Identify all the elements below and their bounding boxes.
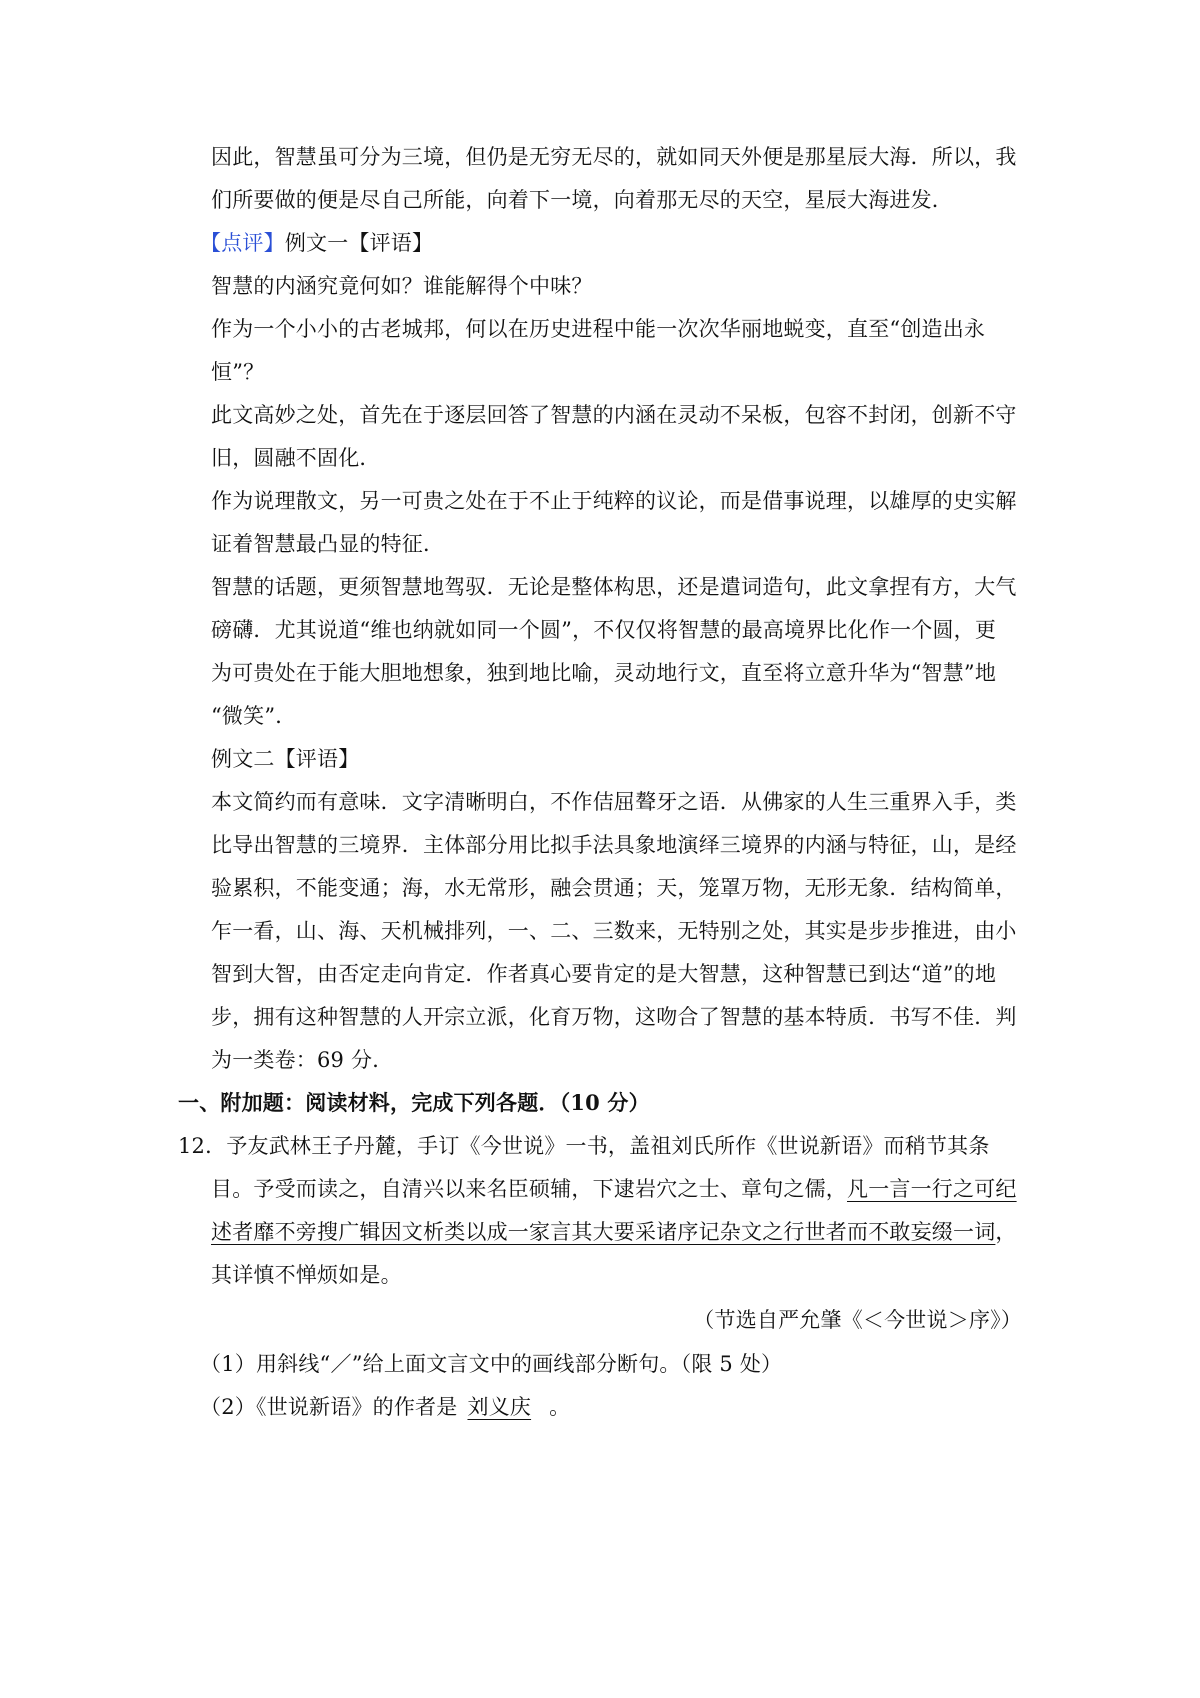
section-heading: 一、附加题：阅读材料，完成下列各题．（10 分） xyxy=(178,1090,650,1115)
essay-line: 因此，智慧虽可分为三境，但仍是无穷无尽的，就如同天外便是那星辰大海．所以，我 xyxy=(211,145,1017,169)
passage-text: ， xyxy=(995,1220,1017,1244)
subquestion-2-suffix: 。 xyxy=(549,1395,571,1419)
subquestion-2-prefix: （2）《世说新语》的作者是 xyxy=(200,1395,458,1419)
example1-heading: 例文一【评语】 xyxy=(284,231,434,255)
example2-heading: 例文二【评语】 xyxy=(211,747,360,771)
comment-line: 比导出智慧的三境界．主体部分用比拟手法具象地演绎三境界的内涵与特征，山，是经 xyxy=(211,833,1017,857)
comment-line: 磅礴．尤其说道“维也纳就如同一个圆”，不仅仅将智慧的最高境界比化作一个圆，更 xyxy=(211,618,997,642)
comment-tag: 【点评】 xyxy=(200,231,285,255)
question-number: 12． xyxy=(178,1134,227,1158)
comment-line: 旧，圆融不固化． xyxy=(211,446,381,470)
comment-line: 为可贵处在于能大胆地想象，独到地比喻，灵动地行文，直至将立意升华为“智慧”地 xyxy=(211,661,997,685)
comment-line: 智到大智，由否定走向肯定．作者真心要肯定的是大智慧，这种智慧已到达“道”的地 xyxy=(211,962,997,986)
passage-line xyxy=(211,1217,1017,1247)
essay-line: 们所要做的便是尽自己所能，向着下一境，向着那无尽的天空，星辰大海进发． xyxy=(211,188,953,212)
comment-line: 乍一看，山、海、天机械排列，一、二、三数来，无特别之处，其实是步步推进，由小 xyxy=(211,919,1017,943)
comment-line: 作为一个小小的古老城邦，何以在历史进程中能一次次华丽地蜕变，直至“创造出永 xyxy=(211,317,986,341)
passage-line xyxy=(211,1174,1017,1204)
comment-line: 作为说理散文，另一可贵之处在于不止于纯粹的议论，而是借事说理，以雄厚的史实解 xyxy=(211,489,1017,513)
passage-text: 目。予受而读之，自清兴以来名臣硕辅，下逮岩穴之士、章句之儒， xyxy=(211,1177,847,1201)
comment-line: 证着智慧最凸显的特征． xyxy=(211,532,445,556)
comment-line: 为一类卷：69 分． xyxy=(211,1048,394,1072)
comment-line: 此文高妙之处，首先在于逐层回答了智慧的内涵在灵动不呆板，包容不封闭，创新不守 xyxy=(211,403,1017,427)
passage-source: （节选自严允肇《＜今世说＞序》） xyxy=(693,1308,1022,1332)
comment-heading xyxy=(200,228,433,258)
question-12-line xyxy=(178,1131,990,1161)
underlined-passage: 凡一言一行之可纪 xyxy=(847,1177,1017,1201)
subquestion-1: （1）用斜线“／”给上面文言文中的画线部分断句。（限 5 处） xyxy=(200,1352,783,1376)
comment-line: 智慧的内涵究竟何如？谁能解得个中味？ xyxy=(211,274,593,298)
comment-line: 恒”？ xyxy=(211,360,265,384)
passage-text: 予友武林王子丹麓，手订《今世说》一书，盖祖刘氏所作《世说新语》而稍节其条 xyxy=(226,1134,990,1158)
comment-line: “微笑”． xyxy=(211,704,297,728)
comment-line: 智慧的话题，更须智慧地驾驭．无论是整体构思，还是遣词造句，此文拿捏有方，大气 xyxy=(211,575,1017,599)
comment-line: 本文简约而有意味．文字清晰明白，不作佶屈聱牙之语．从佛家的人生三重界入手，类 xyxy=(211,790,1017,814)
subquestion-2 xyxy=(200,1392,570,1422)
underlined-passage: 述者靡不旁搜广辑因文析类以成一家言其大要采诸序记杂文之行世者而不敢妄缀一词 xyxy=(211,1220,996,1244)
answer-blank: 刘义庆 xyxy=(467,1395,532,1419)
passage-line: 其详慎不惮烦如是。 xyxy=(211,1263,402,1287)
comment-line: 验累积，不能变通；海，水无常形，融会贯通；天，笼罩万物，无形无象．结构简单， xyxy=(211,876,1017,900)
comment-line: 步，拥有这种智慧的人开宗立派，化育万物，这吻合了智慧的基本特质．书写不佳．判 xyxy=(211,1005,1017,1029)
